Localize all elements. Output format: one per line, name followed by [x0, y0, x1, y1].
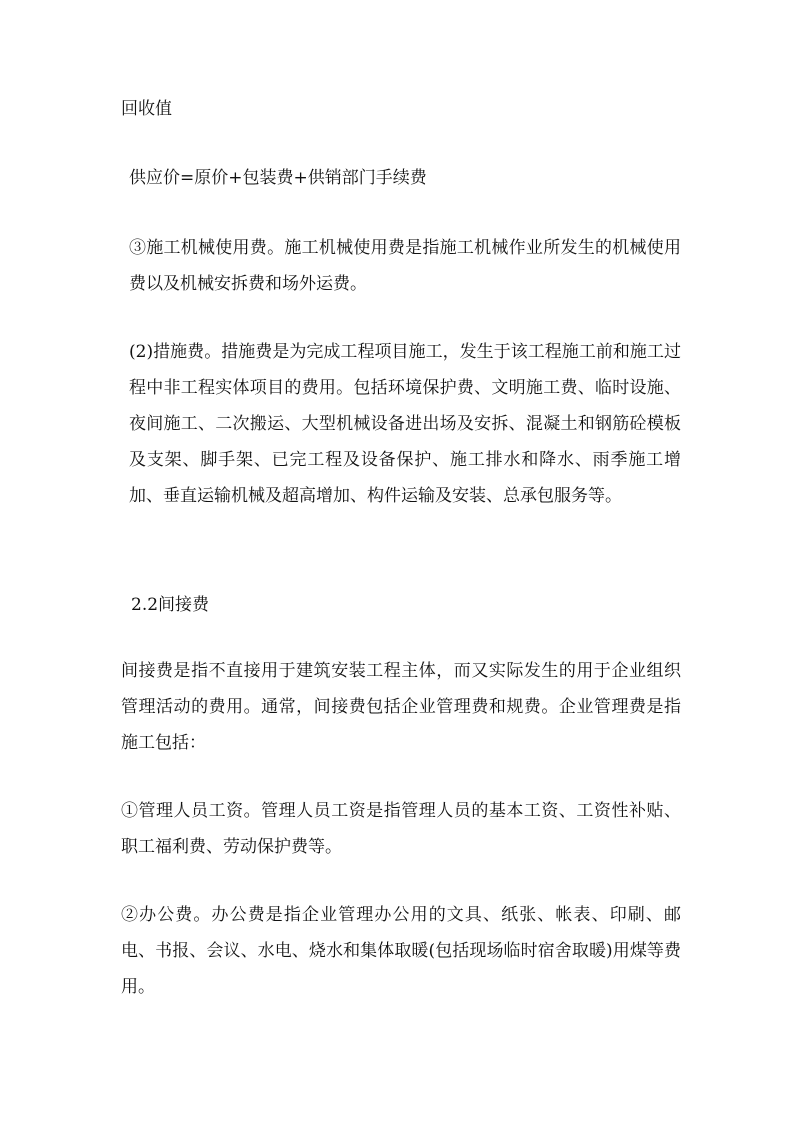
paragraph-office-expenses: ②办公费。办公费是指企业管理办公用的文具、纸张、帐表、印刷、邮电、书报、会议、水电、烧水和集体取暖(包括现场临时宿舍取暖)用煤等费用。 [121, 905, 681, 997]
paragraph-indirect-cost: 间接费是指不直接用于建筑安装工程主体，而又实际发生的用于企业组织管理活动的费用。通常，间接费包括企业管理费和规费。企业管理费是指施工包括： [121, 661, 681, 753]
paragraph-measures-fee: (2)措施费。措施费是为完成工程项目施工，发生于该工程施工前和施工过程中非工程实体项目的费用。包括环境保护费、文明施工费、临时设施、夜间施工、二次搬运、大型机械设备进出场及安拆、混凝土和钢筋砼模板及支架、脚手架、已完工程及设备保护、施工排水和降水、雨季施工增加、垂直运输机械及超高增加、构件运输及安装、总承包服务等。 [129, 342, 681, 506]
paragraph-staff-wages: ①管理人员工资。管理人员工资是指管理人员的基本工资、工资性补贴、职工福利费、劳动保护费等。 [121, 801, 681, 857]
section-heading-indirect-cost: 2.2间接费 [131, 595, 210, 615]
paragraph-machinery-fee: ③施工机械使用费。施工机械使用费是指施工机械作业所发生的机械使用费以及机械安拆费和场外运费。 [129, 238, 681, 294]
paragraph-supply-price-formula: 供应价=原价+包装费+供销部门手续费 [129, 168, 427, 188]
paragraph-recovery-value: 回收值 [121, 99, 172, 119]
